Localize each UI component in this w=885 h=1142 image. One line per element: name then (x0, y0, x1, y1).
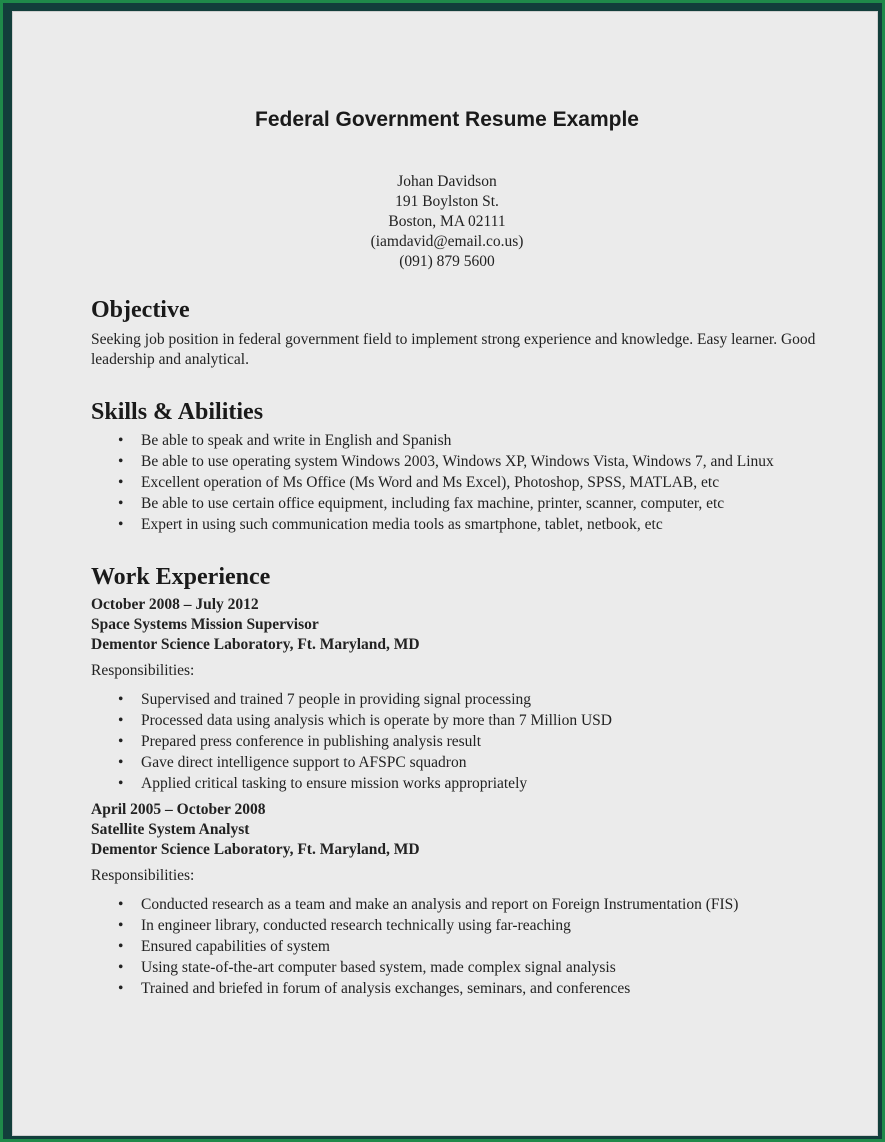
job-dates: April 2005 – October 2008 (91, 801, 266, 818)
job-entry (91, 595, 831, 794)
contact-street: 191 Boylston St. (395, 193, 499, 210)
job-dates: October 2008 – July 2012 (91, 596, 259, 613)
list-item: • Supervised and trained 7 people in providing signal processing (91, 689, 831, 710)
list-item: • Be able to use operating system Windows 2003, Windows XP, Windows Vista, Windows 7, and Linux (91, 451, 831, 472)
objective-section (91, 292, 831, 370)
work-heading: Work Experience (91, 564, 271, 590)
list-item: • Be able to use certain office equipment, including fax machine, printer, scanner, computer, etc (91, 493, 831, 514)
skills-list (91, 430, 831, 535)
contact-phone: (091) 879 5600 (399, 253, 495, 270)
list-item: • Expert in using such communication media tools as smartphone, tablet, netbook, etc (91, 514, 831, 535)
list-item: • Prepared press conference in publishing analysis result (91, 731, 831, 752)
contact-block (13, 172, 881, 272)
objective-heading: Objective (91, 297, 190, 323)
job-position: Space Systems Mission Supervisor (91, 616, 319, 633)
list-item: • In engineer library, conducted research technically using far-reaching (91, 915, 831, 936)
job-position: Satellite System Analyst (91, 821, 250, 838)
list-item: • Gave direct intelligence support to AFSPC squadron (91, 752, 831, 773)
document-title: Federal Government Resume Example (255, 108, 639, 131)
list-item: • Trained and briefed in forum of analysis exchanges, seminars, and conferences (91, 978, 831, 999)
contact-city: Boston, MA 02111 (388, 213, 506, 230)
resume-page (12, 11, 878, 1136)
work-section (91, 559, 831, 999)
responsibilities-list (91, 894, 831, 999)
responsibilities-label: Responsibilities: (91, 867, 195, 884)
contact-email: (iamdavid@email.co.us) (370, 233, 524, 250)
responsibilities-list (91, 689, 831, 794)
job-employer: Dementor Science Laboratory, Ft. Maryland, MD (91, 636, 420, 653)
contact-name: Johan Davidson (397, 173, 497, 190)
list-item: • Excellent operation of Ms Office (Ms Word and Ms Excel), Photoshop, SPSS, MATLAB, etc (91, 472, 831, 493)
list-item: • Conducted research as a team and make an analysis and report on Foreign Instrumentation (FIS) (91, 894, 831, 915)
objective-text: Seeking job position in federal government field to implement strong experience and knowledge. Easy learner. Good leadership and analytical. (91, 331, 816, 368)
list-item: • Using state-of-the-art computer based system, made complex signal analysis (91, 957, 831, 978)
list-item: • Applied critical tasking to ensure mission works appropriately (91, 773, 831, 794)
resume-body (91, 292, 831, 999)
skills-section (91, 394, 831, 535)
job-entry (91, 800, 831, 999)
job-employer: Dementor Science Laboratory, Ft. Maryland, MD (91, 841, 420, 858)
list-item: • Be able to speak and write in English and Spanish (91, 430, 831, 451)
responsibilities-label: Responsibilities: (91, 662, 195, 679)
list-item: • Ensured capabilities of system (91, 936, 831, 957)
list-item: • Processed data using analysis which is operate by more than 7 Million USD (91, 710, 831, 731)
skills-heading: Skills & Abilities (91, 399, 264, 425)
